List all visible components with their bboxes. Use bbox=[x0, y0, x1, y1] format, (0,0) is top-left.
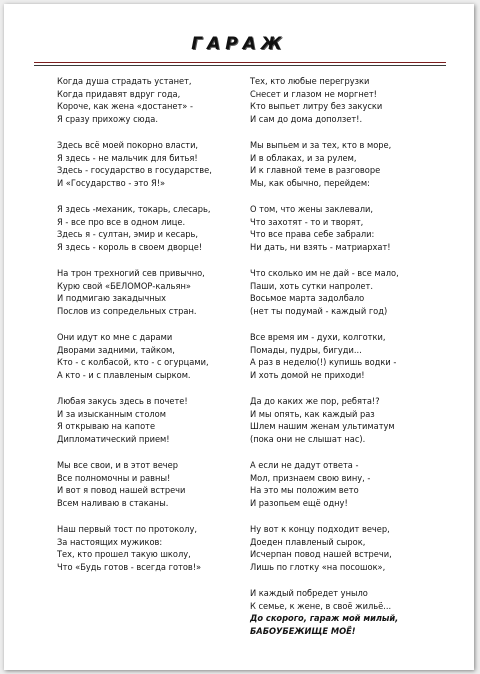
poem-line: Лишь по глотку «на посошок», bbox=[250, 561, 386, 573]
stanza bbox=[250, 140, 450, 190]
poem-line: И в облаках, и за рулем, bbox=[250, 152, 357, 164]
poem-line: Доеден плавленый сырок, bbox=[250, 536, 366, 548]
poem-line: Ни дать, ни взять - матриархат! bbox=[250, 241, 391, 253]
poem-line: К семье, к жене, в своё жильё... bbox=[250, 600, 392, 612]
poem-line: И «Государство - это Я!» bbox=[57, 177, 166, 189]
poem-line: Мы все свои, и в этот вечер bbox=[57, 460, 179, 471]
stanza bbox=[250, 460, 450, 510]
poem-line: Я здесь -механик, токарь, слесарь, bbox=[57, 204, 211, 215]
poem-line: И вот я повод нашей встречи bbox=[57, 485, 186, 496]
poem-line: И разопьем ещё одну! bbox=[250, 497, 348, 509]
poem-line: Они идут ко мне с дарами bbox=[57, 332, 173, 343]
poem-line: Здесь всё моей покорно власти, bbox=[57, 140, 199, 151]
stanza bbox=[250, 204, 450, 254]
stanza bbox=[57, 524, 247, 574]
stanza bbox=[250, 396, 450, 446]
poem-line: И к главной теме в разговоре bbox=[250, 165, 381, 176]
right-column bbox=[250, 76, 450, 652]
poem-line: Ну вот к концу подходит вечер, bbox=[250, 524, 390, 535]
poem-line: А если не дадут ответа - bbox=[250, 460, 359, 471]
poem-line: Наш первый тост по протоколу, bbox=[57, 524, 197, 535]
stanza bbox=[57, 332, 247, 382]
poem-line: Короче, как жена «достанет» - bbox=[57, 101, 193, 112]
poem-line: Что сколько им не дай - все мало, bbox=[250, 268, 399, 279]
poem-line: (нет ты подумай - каждый год) bbox=[250, 305, 388, 317]
poem-line: Восьмое марта задолбало bbox=[250, 293, 365, 304]
poem-line: И хоть домой не приходи! bbox=[250, 369, 365, 381]
poem-line: Снесет и глазом не моргнет! bbox=[250, 88, 377, 100]
poem-line: Дипломатический прием! bbox=[57, 433, 170, 445]
poem-line: Что все права себе забрали: bbox=[250, 229, 375, 240]
poem-line: Мол, признаем свою вину, - bbox=[250, 472, 371, 484]
poem-line: Кто выпьет литру без закуски bbox=[250, 101, 383, 112]
poem-line: Помады, пудры, бигуди... bbox=[250, 344, 362, 356]
poem-page bbox=[4, 4, 474, 670]
poem-line: Мы выпьем и за тех, кто в море, bbox=[250, 140, 392, 151]
poem-line: Паши, хоть сутки напролет. bbox=[250, 280, 373, 292]
stanza bbox=[57, 76, 247, 126]
poem-line: Исчерпан повод нашей встречи, bbox=[250, 549, 392, 560]
poem-line: О том, что жены заклевали, bbox=[250, 204, 373, 215]
poem-line: Шлем нашим женам ультиматум bbox=[250, 421, 395, 432]
stanza bbox=[57, 268, 247, 318]
poem-line: И сам до дома доползет!. bbox=[250, 113, 363, 125]
poem-line: Здесь я - султан, эмир и кесарь, bbox=[57, 229, 199, 240]
poem-line: Тех, кто любые перегрузки bbox=[250, 76, 370, 87]
title-divider-red bbox=[34, 62, 446, 63]
left-column bbox=[57, 76, 247, 588]
poem-line: И подмигаю закадычных bbox=[57, 293, 167, 304]
stanza bbox=[250, 524, 450, 574]
poem-line: Всем наливаю в стаканы. bbox=[57, 497, 169, 509]
poem-line: (пока они не слышат нас). bbox=[250, 433, 366, 445]
poem-line: Я открываю на капоте bbox=[57, 421, 156, 432]
poem-line: До скорого, гараж мой милый, bbox=[250, 613, 399, 624]
stanza bbox=[57, 396, 247, 446]
poem-line: Здесь - государство в государстве, bbox=[57, 165, 212, 176]
poem-line: Я здесь - король в своем дворце! bbox=[57, 241, 203, 253]
poem-line: Все время им - духи, колготки, bbox=[250, 332, 386, 343]
poem-line: Послов из сопредельных стран. bbox=[57, 305, 197, 317]
poem-line: Да до каких же пор, ребята!? bbox=[250, 396, 380, 407]
poem-line: На это мы положим вето bbox=[250, 485, 359, 496]
stanza bbox=[57, 460, 247, 510]
poem-line: Все полномочны и равны! bbox=[57, 472, 171, 484]
poem-line: Курю свой «БЕЛОМОР-кальян» bbox=[57, 280, 191, 292]
stanza bbox=[57, 204, 247, 254]
stanza bbox=[250, 332, 450, 382]
poem-line: Любая закусь здесь в почете! bbox=[57, 396, 188, 407]
poem-line: А раз в неделю(!) купишь водки - bbox=[250, 357, 397, 368]
stanza bbox=[250, 588, 450, 638]
poem-line: БАБОУБЕЖИЩЕ МОЁ! bbox=[250, 625, 356, 637]
stanza bbox=[250, 268, 450, 318]
page-title: ГАРАЖ bbox=[191, 34, 287, 54]
poem-line: И мы опять, как каждый раз bbox=[250, 408, 375, 420]
poem-line: Мы, как обычно, перейдем: bbox=[250, 177, 370, 189]
poem-line: И каждый побредет уныло bbox=[250, 588, 368, 599]
title-divider-dark bbox=[34, 65, 446, 66]
poem-line: А кто - и с плавленым сырком. bbox=[57, 369, 191, 381]
poem-line: За настоящих мужиков: bbox=[57, 536, 163, 548]
poem-line: Кто - с колбасой, кто - с огурцами, bbox=[57, 357, 209, 368]
poem-line: Когда придавят вдруг года, bbox=[57, 88, 181, 100]
poem-line: И за изысканным столом bbox=[57, 408, 166, 420]
stanza bbox=[57, 140, 247, 190]
poem-line: Когда душа страдать устанет, bbox=[57, 76, 192, 87]
poem-line: Я здесь - не мальчик для битья! bbox=[57, 152, 198, 164]
poem-line: Я сразу прихожу сюда. bbox=[57, 113, 158, 125]
poem-line: Что захотят - то и творят, bbox=[250, 216, 364, 228]
poem-line: Дворами задними, тайком, bbox=[57, 344, 175, 356]
poem-line: Что «Будь готов - всегда готов!» bbox=[57, 561, 202, 573]
poem-line: На трон трехногий сев привычно, bbox=[57, 268, 205, 279]
poem-line: Я - все про все в одном лице. bbox=[57, 216, 186, 228]
stanza bbox=[250, 76, 450, 126]
poem-line: Тех, кто прошел такую школу, bbox=[57, 549, 191, 560]
